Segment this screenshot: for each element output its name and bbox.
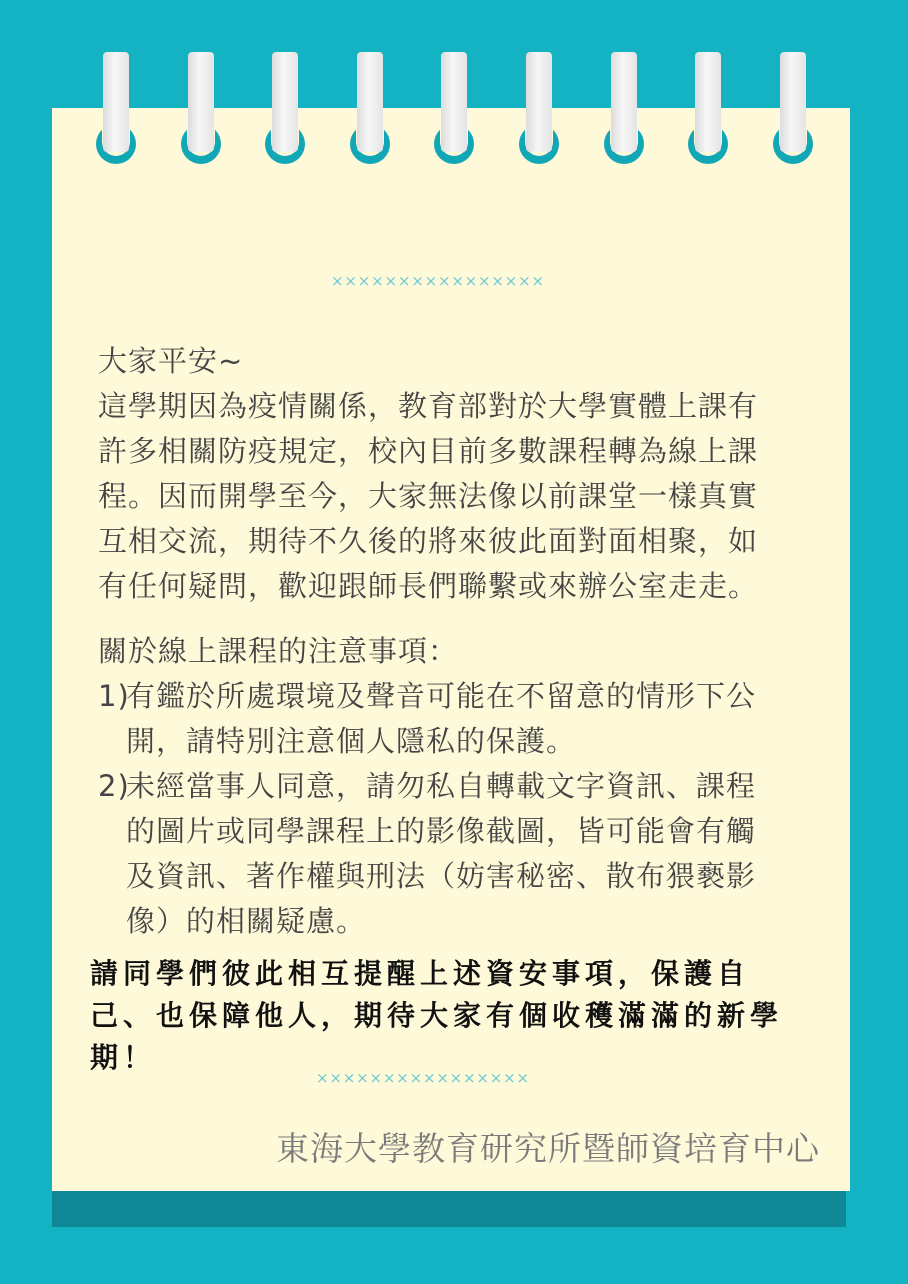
notepad-shadow — [52, 1190, 846, 1227]
binding-ring — [96, 52, 136, 164]
ring-wire — [611, 52, 637, 152]
bottom-cross-divider: ×××××××××××××××× — [316, 1069, 530, 1087]
notice-item-line: 有鑑於所處環境及聲音可能在不留意的情形下公 — [126, 679, 757, 713]
ring-wire — [188, 52, 214, 152]
ring-wire — [695, 52, 721, 152]
notice-title: 關於線上課程的注意事項： — [98, 634, 459, 668]
notice-item-line: 及資訊、著作權與刑法（妨害秘密、散布猥褻影 — [126, 859, 757, 893]
notice-item-number: 2) — [98, 769, 130, 803]
notice-item-line: 像）的相關疑慮。 — [126, 904, 367, 938]
notice-item-line: 未經當事人同意，請勿私自轉載文字資訊、課程 — [126, 769, 757, 803]
binding-ring — [519, 52, 559, 164]
binding-ring — [688, 52, 728, 164]
binding-ring — [434, 52, 474, 164]
ring-wire — [272, 52, 298, 152]
binding-ring — [604, 52, 644, 164]
notice-item-1 — [98, 674, 818, 764]
top-cross-divider: ×××××××××××××××× — [331, 272, 545, 290]
notice-section — [98, 629, 818, 674]
binding-ring — [181, 52, 221, 164]
binding-ring — [265, 52, 305, 164]
ring-wire — [103, 52, 129, 152]
organization-signature: 東海大學教育研究所暨師資培育中心 — [276, 1129, 820, 1168]
greeting-text: 大家平安~ — [98, 344, 244, 378]
closing-line: 請同學們彼此相互提醒上述資安事項，保護自 — [90, 957, 751, 990]
intro-line: 許多相關防疫規定，校內目前多數課程轉為線上課 — [98, 434, 759, 468]
message-body — [98, 339, 818, 609]
ring-wire — [441, 52, 467, 152]
intro-line: 程。因而開學至今，大家無法像以前課堂一樣真實 — [98, 479, 759, 513]
ring-wire — [780, 52, 806, 152]
closing-message — [90, 953, 820, 1079]
notice-item-line: 開，請特別注意個人隱私的保護。 — [126, 724, 577, 758]
binding-ring — [773, 52, 813, 164]
intro-line: 互相交流，期待不久後的將來彼此面對面相聚，如 — [98, 524, 759, 558]
ring-wire — [357, 52, 383, 152]
closing-line: 己、也保障他人，期待大家有個收穫滿滿的新學 — [90, 999, 784, 1032]
notice-item-2 — [98, 764, 818, 944]
ring-wire — [526, 52, 552, 152]
intro-line: 這學期因為疫情關係，教育部對於大學實體上課有 — [98, 389, 759, 423]
notice-item-number: 1) — [98, 679, 130, 713]
closing-line: 期！ — [90, 1041, 157, 1074]
notice-item-line: 的圖片或同學課程上的影像截圖，皆可能會有觸 — [126, 814, 757, 848]
binding-ring — [350, 52, 390, 164]
intro-line: 有任何疑問，歡迎跟師長們聯繫或來辦公室走走。 — [98, 569, 759, 603]
